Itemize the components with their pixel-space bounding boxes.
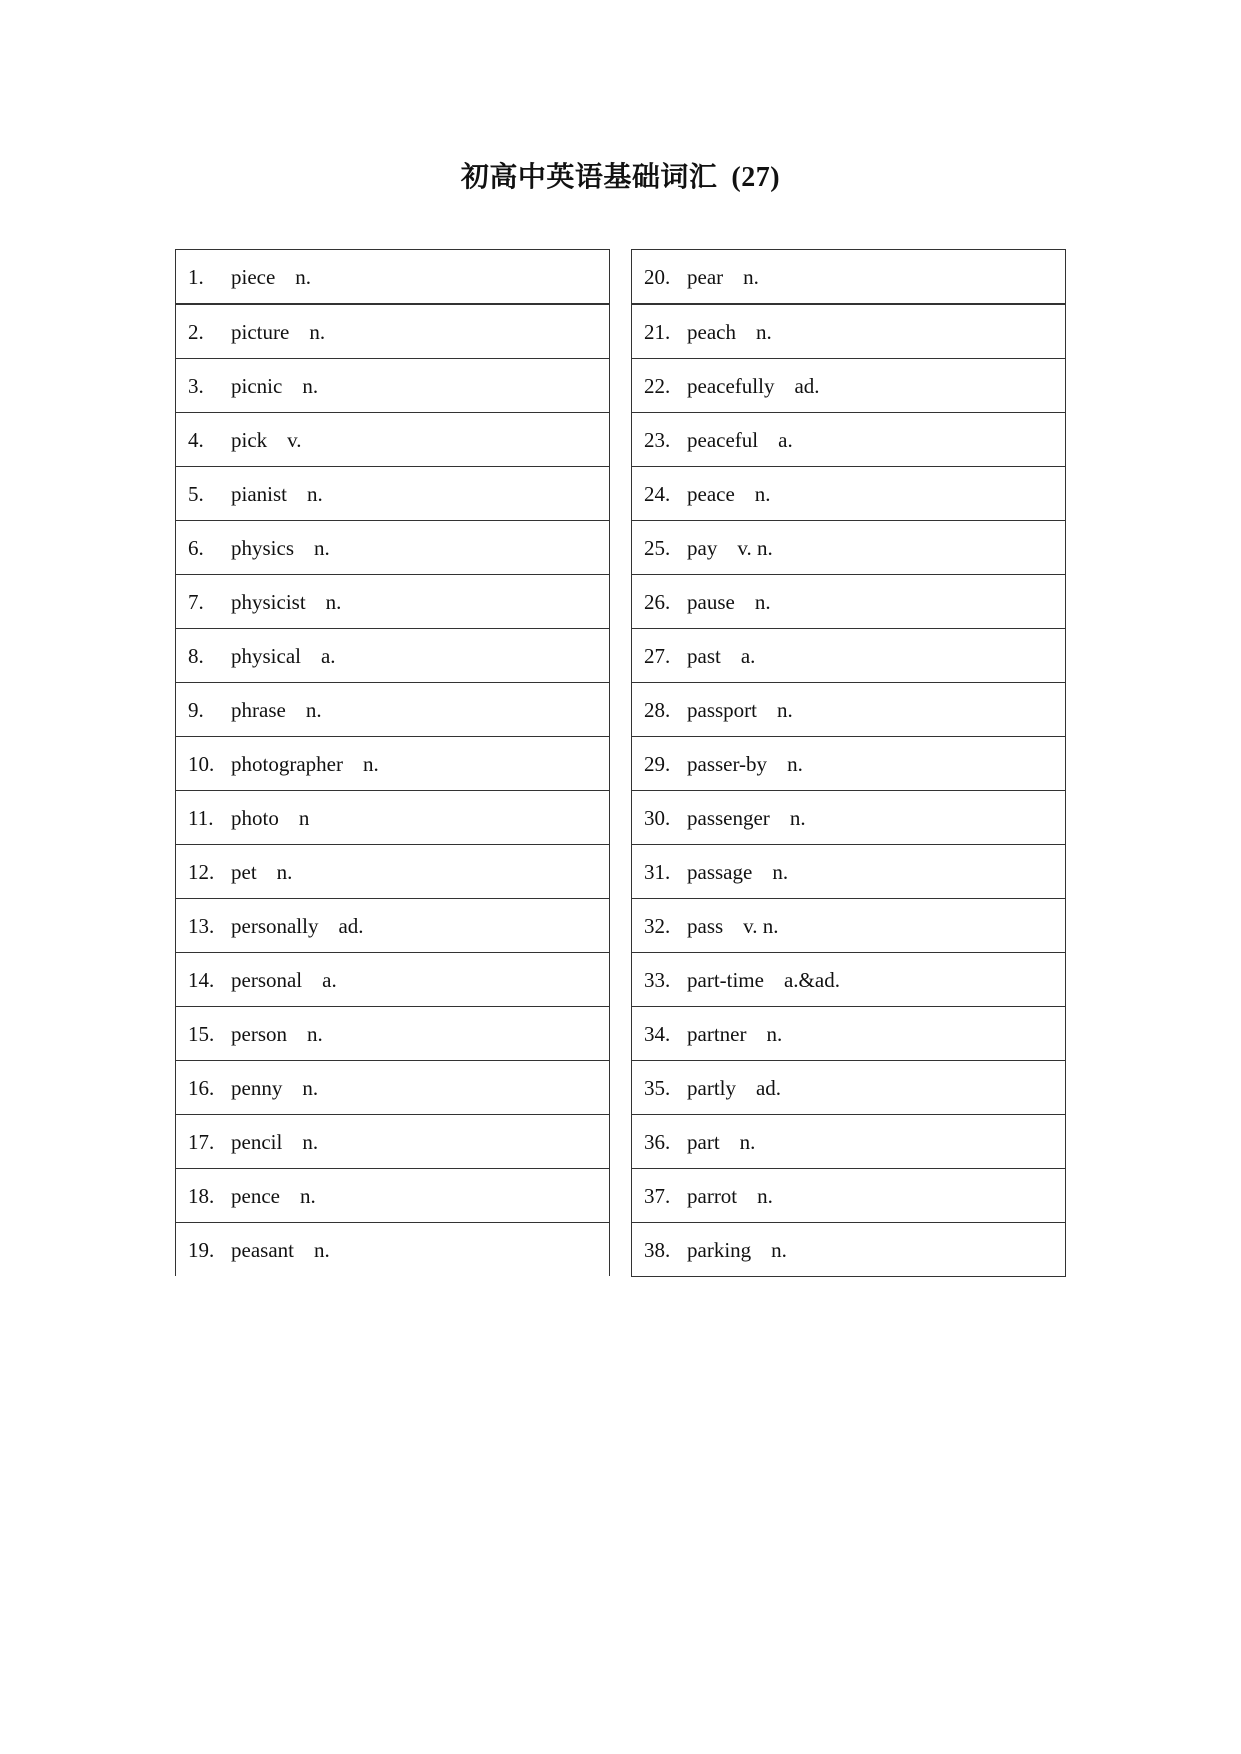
vocab-row xyxy=(176,1061,610,1115)
entry-word: part-time xyxy=(687,967,764,992)
vocab-entry xyxy=(632,589,1065,615)
entry-part-of-speech: n. xyxy=(295,264,312,289)
vocab-row xyxy=(632,737,1066,791)
entry-part-of-speech: n. xyxy=(789,805,806,830)
vocab-row xyxy=(176,304,610,359)
vocab-row xyxy=(632,1223,1066,1277)
vocab-cell xyxy=(632,575,1066,629)
entry-number: 24. xyxy=(644,481,671,506)
vocab-entry xyxy=(632,913,1065,939)
entry-word: peasant xyxy=(231,1237,294,1262)
entry-word: physicist xyxy=(231,589,306,614)
vocab-row xyxy=(632,1169,1066,1223)
entry-word: pick xyxy=(231,427,268,452)
entry-number: 32. xyxy=(644,913,671,938)
vocab-row xyxy=(632,359,1066,413)
vocab-entry xyxy=(632,319,1065,345)
entry-number: 20. xyxy=(644,264,671,289)
entry-number: 29. xyxy=(644,751,671,776)
entry-part-of-speech: n. xyxy=(276,859,293,884)
vocab-row xyxy=(176,1007,610,1061)
vocab-row xyxy=(632,467,1066,521)
entry-part-of-speech: n. xyxy=(313,1237,330,1262)
entry-part-of-speech: n xyxy=(298,805,310,830)
vocab-cell xyxy=(176,1061,610,1115)
vocab-row xyxy=(176,467,610,521)
entry-word: personal xyxy=(231,967,303,992)
entry-number: 21. xyxy=(644,319,671,344)
entry-number: 8. xyxy=(188,643,204,668)
entry-word: physical xyxy=(231,643,301,668)
entry-word: person xyxy=(231,1021,287,1046)
entry-number: 31. xyxy=(644,859,671,884)
vocab-row xyxy=(632,791,1066,845)
vocab-cell xyxy=(632,413,1066,467)
entry-part-of-speech: n. xyxy=(307,1021,323,1046)
entry-word: passenger xyxy=(687,805,770,830)
vocab-entry xyxy=(632,1021,1065,1047)
entry-word: photo xyxy=(231,805,279,830)
vocab-table-left xyxy=(175,249,610,1276)
vocab-entry xyxy=(176,643,609,669)
entry-part-of-speech: n. xyxy=(777,697,793,722)
entry-part-of-speech: v. n. xyxy=(743,913,779,938)
vocab-entry xyxy=(632,859,1065,885)
vocab-entry xyxy=(632,805,1065,831)
vocab-cell xyxy=(632,845,1066,899)
vocab-cell xyxy=(632,629,1066,683)
entry-word: piece xyxy=(231,264,276,289)
entry-word: passage xyxy=(687,859,753,884)
vocab-row xyxy=(176,1223,610,1277)
entry-word: passport xyxy=(687,697,757,722)
vocab-cell xyxy=(632,791,1066,845)
entry-word: pet xyxy=(231,859,257,884)
vocab-cell xyxy=(176,304,610,359)
vocab-cell xyxy=(632,1061,1066,1115)
title-number: (27) xyxy=(731,162,781,193)
vocab-entry xyxy=(176,1183,609,1209)
entry-part-of-speech: n. xyxy=(772,859,789,884)
vocab-cell xyxy=(176,1115,610,1169)
entry-part-of-speech: a. xyxy=(320,643,336,668)
title-main: 初高中英语基础词汇 xyxy=(460,162,718,193)
entry-part-of-speech: n. xyxy=(302,1129,319,1154)
entry-number: 35. xyxy=(644,1075,671,1100)
entry-word: past xyxy=(687,643,721,668)
entry-word: physics xyxy=(231,535,294,560)
entry-part-of-speech: a. xyxy=(778,427,793,452)
entry-part-of-speech: n. xyxy=(766,1021,783,1046)
vocab-row xyxy=(176,250,610,305)
vocab-cell xyxy=(176,953,610,1007)
vocab-entry xyxy=(632,535,1065,561)
vocab-entry xyxy=(632,643,1065,669)
vocab-row xyxy=(632,1061,1066,1115)
entry-number: 27. xyxy=(644,643,671,668)
entry-number: 12. xyxy=(188,859,215,884)
entry-part-of-speech: v. xyxy=(287,427,302,452)
vocab-cell xyxy=(632,521,1066,575)
entry-number: 14. xyxy=(188,967,215,992)
entry-part-of-speech: n. xyxy=(787,751,803,776)
vocab-row xyxy=(176,1115,610,1169)
vocab-cell xyxy=(176,1169,610,1223)
vocab-cell xyxy=(632,683,1066,737)
vocab-cell xyxy=(632,737,1066,791)
entry-word: partner xyxy=(687,1021,747,1046)
vocab-cell xyxy=(176,629,610,683)
vocab-cell xyxy=(176,737,610,791)
vocab-cell xyxy=(176,467,610,521)
vocab-entry xyxy=(176,319,609,345)
entry-number: 3. xyxy=(188,373,204,398)
vocab-entry xyxy=(176,427,609,453)
vocab-entry xyxy=(632,1129,1065,1155)
entry-part-of-speech: ad. xyxy=(794,373,820,398)
vocab-entry xyxy=(176,264,609,290)
vocab-row xyxy=(632,304,1066,359)
entry-part-of-speech: n. xyxy=(305,697,322,722)
entry-number: 4. xyxy=(188,427,204,452)
vocab-row xyxy=(176,521,610,575)
entry-number: 16. xyxy=(188,1075,215,1100)
vocab-row xyxy=(632,250,1066,305)
vocab-row xyxy=(176,791,610,845)
entry-number: 2. xyxy=(188,319,204,344)
vocab-row xyxy=(176,899,610,953)
vocab-row xyxy=(176,953,610,1007)
vocab-entry xyxy=(632,481,1065,507)
entry-number: 10. xyxy=(188,751,215,776)
entry-part-of-speech: n. xyxy=(754,481,771,506)
vocab-cell xyxy=(176,413,610,467)
vocab-row xyxy=(632,683,1066,737)
vocab-entry xyxy=(632,373,1065,399)
entry-word: pause xyxy=(687,589,735,614)
vocab-row xyxy=(176,575,610,629)
entry-word: passer-by xyxy=(687,751,768,776)
entry-part-of-speech: n. xyxy=(362,751,379,776)
vocab-cell xyxy=(632,953,1066,1007)
entry-word: peach xyxy=(687,319,736,344)
vocab-row xyxy=(176,1169,610,1223)
entry-part-of-speech: a.&ad. xyxy=(783,967,840,992)
vocab-cell xyxy=(632,359,1066,413)
vocab-entry xyxy=(632,1075,1065,1101)
entry-word: pass xyxy=(687,913,724,938)
vocab-row xyxy=(632,521,1066,575)
vocab-entry xyxy=(176,1129,609,1155)
entry-number: 18. xyxy=(188,1183,215,1208)
vocab-entry xyxy=(632,427,1065,453)
vocab-row xyxy=(632,1007,1066,1061)
vocab-row xyxy=(632,1115,1066,1169)
entry-number: 11. xyxy=(188,805,214,830)
entry-part-of-speech: n. xyxy=(325,589,342,614)
entry-part-of-speech: a. xyxy=(740,643,756,668)
vocab-entry xyxy=(176,967,609,993)
entry-part-of-speech: n. xyxy=(299,1183,316,1208)
entry-part-of-speech: a. xyxy=(322,967,337,992)
entry-part-of-speech: n. xyxy=(314,535,330,560)
entry-word: peaceful xyxy=(687,427,759,452)
vocab-cell xyxy=(176,250,610,305)
entry-part-of-speech: v. n. xyxy=(737,535,773,560)
entry-part-of-speech: n. xyxy=(302,1075,319,1100)
entry-number: 25. xyxy=(644,535,671,560)
vocab-cell xyxy=(176,1007,610,1061)
entry-part-of-speech: n. xyxy=(309,319,326,344)
entry-part-of-speech: n. xyxy=(757,1183,773,1208)
vocab-cell xyxy=(176,1223,610,1277)
vocab-row xyxy=(176,629,610,683)
entry-number: 9. xyxy=(188,697,204,722)
vocab-cell xyxy=(632,467,1066,521)
vocab-row xyxy=(176,683,610,737)
entry-number: 23. xyxy=(644,427,671,452)
vocab-cell xyxy=(632,1169,1066,1223)
entry-part-of-speech: ad. xyxy=(338,913,364,938)
vocab-row xyxy=(632,953,1066,1007)
entry-word: partly xyxy=(687,1075,736,1100)
vocab-cell xyxy=(176,521,610,575)
entry-number: 6. xyxy=(188,535,204,560)
vocab-cell xyxy=(176,359,610,413)
vocab-entry xyxy=(176,373,609,399)
vocab-entry xyxy=(632,697,1065,723)
entry-number: 5. xyxy=(188,481,204,506)
entry-number: 34. xyxy=(644,1021,671,1046)
vocab-row xyxy=(176,737,610,791)
vocab-cell xyxy=(176,575,610,629)
vocab-entry xyxy=(632,967,1065,993)
vocab-row xyxy=(632,845,1066,899)
entry-number: 30. xyxy=(644,805,671,830)
entry-word: parrot xyxy=(687,1183,738,1208)
entry-part-of-speech: ad. xyxy=(755,1075,782,1100)
entry-part-of-speech: n. xyxy=(307,481,323,506)
vocab-entry xyxy=(176,751,609,777)
entry-word: picnic xyxy=(231,373,283,398)
vocab-entry xyxy=(632,264,1065,290)
entry-word: peacefully xyxy=(687,373,775,398)
vocab-entry xyxy=(176,1021,609,1047)
vocab-entry xyxy=(632,751,1065,777)
entry-number: 7. xyxy=(188,589,204,614)
entry-word: pear xyxy=(687,264,724,289)
entry-number: 28. xyxy=(644,697,671,722)
entry-word: pencil xyxy=(231,1129,283,1154)
vocab-entry xyxy=(176,1075,609,1101)
entry-number: 38. xyxy=(644,1237,671,1262)
vocab-entry xyxy=(176,1237,609,1263)
entry-word: picture xyxy=(231,319,290,344)
entry-number: 17. xyxy=(188,1129,215,1154)
entry-part-of-speech: n. xyxy=(754,589,771,614)
entry-word: part xyxy=(687,1129,720,1154)
vocab-row xyxy=(632,575,1066,629)
vocab-cell xyxy=(176,683,610,737)
vocab-entry xyxy=(176,589,609,615)
vocab-row xyxy=(176,359,610,413)
entry-word: pay xyxy=(687,535,718,560)
vocab-row xyxy=(632,899,1066,953)
vocab-cell xyxy=(632,899,1066,953)
vocab-cell xyxy=(176,791,610,845)
vocab-cell xyxy=(632,1115,1066,1169)
vocab-entry xyxy=(176,859,609,885)
entry-word: photographer xyxy=(231,751,343,776)
entry-part-of-speech: n. xyxy=(743,264,759,289)
entry-part-of-speech: n. xyxy=(739,1129,756,1154)
vocab-entry xyxy=(176,535,609,561)
entry-word: pianist xyxy=(231,481,287,506)
vocab-entry xyxy=(176,697,609,723)
entry-number: 36. xyxy=(644,1129,671,1154)
vocab-cell xyxy=(176,845,610,899)
vocab-row xyxy=(632,413,1066,467)
entry-number: 22. xyxy=(644,373,671,398)
entry-number: 19. xyxy=(188,1237,215,1262)
entry-part-of-speech: n. xyxy=(302,373,319,398)
entry-number: 26. xyxy=(644,589,671,614)
vocab-entry xyxy=(632,1237,1065,1263)
entry-number: 15. xyxy=(188,1021,215,1046)
entry-word: penny xyxy=(231,1075,283,1100)
vocab-cell xyxy=(632,250,1066,305)
page-title xyxy=(0,160,1241,196)
entry-word: pence xyxy=(231,1183,280,1208)
entry-number: 1. xyxy=(188,264,204,289)
entry-number: 33. xyxy=(644,967,671,992)
entry-word: personally xyxy=(231,913,319,938)
vocab-entry xyxy=(176,805,609,831)
entry-number: 13. xyxy=(188,913,215,938)
vocab-cell xyxy=(176,899,610,953)
entry-word: phrase xyxy=(231,697,286,722)
entry-number: 37. xyxy=(644,1183,671,1208)
entry-part-of-speech: n. xyxy=(771,1237,787,1262)
vocab-cell xyxy=(632,304,1066,359)
entry-part-of-speech: n. xyxy=(755,319,772,344)
vocab-row xyxy=(632,629,1066,683)
entry-word: peace xyxy=(687,481,735,506)
vocab-row xyxy=(176,413,610,467)
vocab-table-right xyxy=(631,249,1066,1277)
vocab-entry xyxy=(176,481,609,507)
vocab-cell xyxy=(632,1007,1066,1061)
vocab-entry xyxy=(632,1183,1065,1209)
entry-word: parking xyxy=(687,1237,752,1262)
vocab-cell xyxy=(632,1223,1066,1277)
vocab-entry xyxy=(176,913,609,939)
vocab-row xyxy=(176,845,610,899)
